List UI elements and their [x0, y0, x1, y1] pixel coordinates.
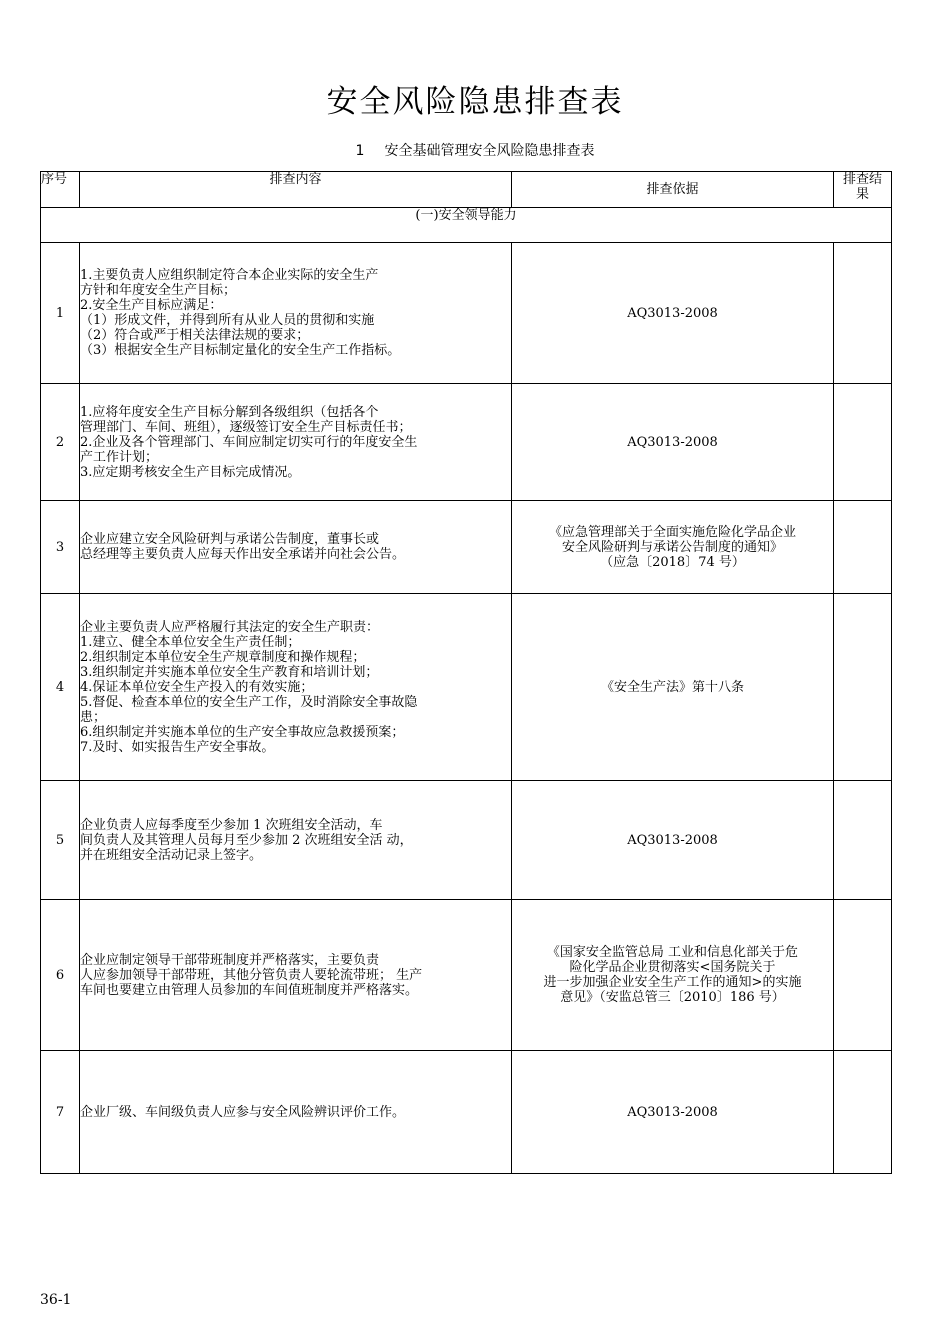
row-basis: AQ3013-2008: [512, 384, 834, 501]
page-number: 36-1: [40, 1292, 72, 1308]
row-basis: AQ3013-2008: [512, 1051, 834, 1174]
header-result: [834, 172, 892, 208]
header-seq: 序号: [41, 172, 80, 208]
row-seq: 1: [41, 243, 80, 384]
row-content: 企业厂级、车间级负责人应参与安全风险辨识评价工作。: [80, 1051, 512, 1174]
row-result: [834, 594, 892, 781]
table-row: [41, 501, 892, 594]
header-basis: 排查依据: [512, 172, 834, 208]
row-result: [834, 900, 892, 1051]
row-result: [834, 243, 892, 384]
subtitle-text: 安全基础管理安全风险隐患排查表: [384, 143, 595, 159]
row-seq: 3: [41, 501, 80, 594]
row-seq: 7: [41, 1051, 80, 1174]
row-basis: 《安全生产法》第十八条: [512, 594, 834, 781]
table-row: [41, 781, 892, 900]
row-result: [834, 1051, 892, 1174]
subtitle-number: 1: [355, 143, 365, 159]
row-seq: 4: [41, 594, 80, 781]
inspection-table: [40, 171, 892, 1174]
row-result: [834, 384, 892, 501]
table-row: [41, 243, 892, 384]
row-content: 企业应建立安全风险研判与承诺公告制度，董事长或 总经理等主要负责人应每天作出安全承诺并向社会公告。: [80, 501, 512, 594]
header-result-line1: 排查结: [842, 172, 882, 187]
row-result: [834, 501, 892, 594]
page-title: 安全风险隐患排查表: [326, 84, 624, 120]
row-content: 企业主要负责人应严格履行其法定的安全生产职责： 1.建立、健全本单位安全生产责任制； 2.组织制定本单位安全生产规章制度和操作规程； 3.组织制定并实施本单位安全生产教育和培训计划； 4.保证本单位安全生产投入的有效实施； 5.督促、检查本单位的安全生产工作，及时消除安全事故隐 患； 6.组织制定并实施本单位的生产安全事故应急救援预案； 7.及时、如实报告生产安全事故。: [80, 594, 512, 781]
header-result-line2: 果: [855, 187, 869, 202]
row-content: 1.应将年度安全生产目标分解到各级组织（包括各个 管理部门、车间、班组），逐级签订安全生产目标责任书； 2.企业及各个管理部门、车间应制定切实可行的年度安全生 产工作计划； 3.应定期考核安全生产目标完成情况。: [80, 384, 512, 501]
row-content: 企业应制定领导干部带班制度并严格落实，主要负责 人应参加领导干部带班，其他分管负责人要轮流带班； 生产 车间也要建立由管理人员参加的车间值班制度并严格落实。: [80, 900, 512, 1051]
table-row: [41, 384, 892, 501]
row-seq: 5: [41, 781, 80, 900]
section-title: (一)安全领导能力: [41, 208, 892, 243]
row-content: 企业负责人应每季度至少参加 1 次班组安全活动，车 间负责人及其管理人员每月至少参加 2 次班组安全活 动， 并在班组安全活动记录上签字。: [80, 781, 512, 900]
table-row: [41, 900, 892, 1051]
row-basis: AQ3013-2008: [512, 243, 834, 384]
row-result: [834, 781, 892, 900]
row-basis: AQ3013-2008: [512, 781, 834, 900]
row-basis: 《国家安全监管总局 工业和信息化部关于危 险化学品企业贯彻落实<国务院关于 进一步加强企业安全生产工作的通知>的实施 意见》（安监总管三〔2010〕186 号）: [512, 900, 834, 1051]
section-row: [41, 208, 892, 243]
row-content: 1.主要负责人应组织制定符合本企业实际的安全生产 方针和年度安全生产目标； 2.安全生产目标应满足： （1）形成文件，并得到所有从业人员的贯彻和实施 （2）符合或严于相关法律法规的要求； （3）根据安全生产目标制定量化的安全生产工作指标。: [80, 243, 512, 384]
header-content: 排查内容: [80, 172, 512, 208]
row-seq: 6: [41, 900, 80, 1051]
table-header-row: [41, 172, 892, 208]
table-row: [41, 1051, 892, 1174]
row-basis: 《应急管理部关于全面实施危险化学品企业 安全风险研判与承诺公告制度的通知》 （应急〔2018〕74 号）: [512, 501, 834, 594]
table-row: [41, 594, 892, 781]
row-seq: 2: [41, 384, 80, 501]
page-subtitle: [0, 140, 950, 160]
